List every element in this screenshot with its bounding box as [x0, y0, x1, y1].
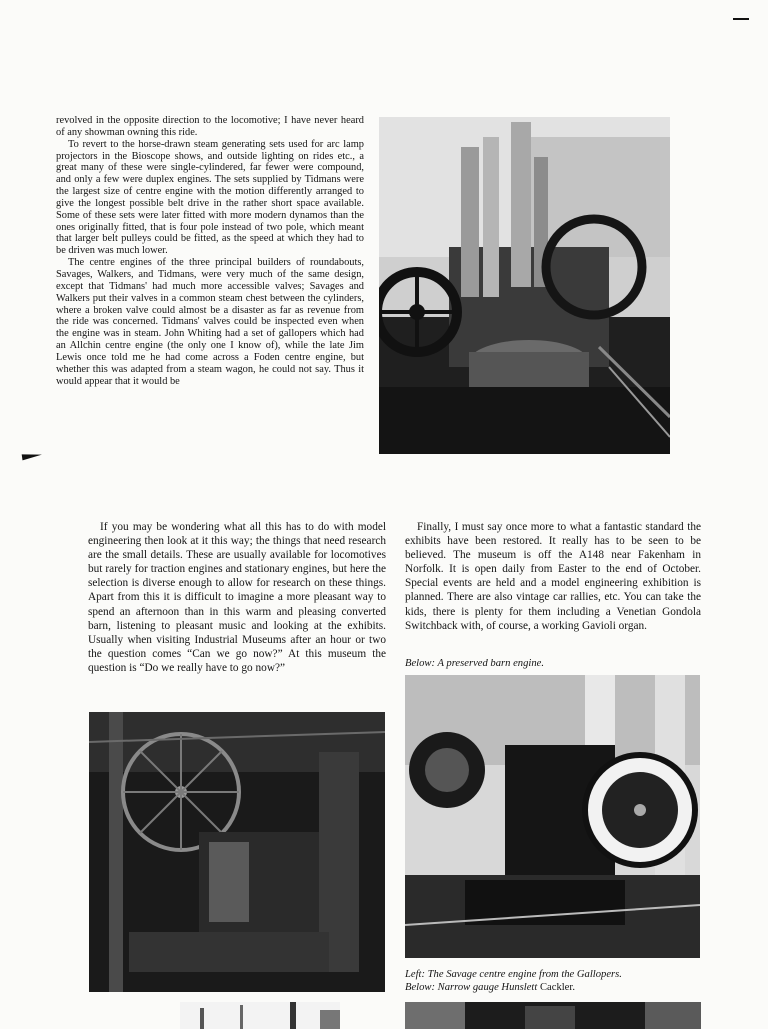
photo-hunslet-partial	[405, 1002, 701, 1029]
caption-barn-engine: Below: A preserved barn engine.	[405, 658, 544, 669]
photo-centre-engine	[379, 117, 670, 454]
caption-hunslet	[405, 981, 701, 994]
photo-partial-left	[180, 1002, 340, 1029]
article-column-3	[405, 520, 701, 633]
article-column-2	[88, 520, 386, 675]
caption-hunslet-prefix: Below: Narrow gauge Hunslett	[405, 982, 540, 993]
paragraph: To revert to the horse-drawn steam generating sets used for arc lamp projectors in the Bioscope shows, and outside lighting on rides etc., a great many of these were single-cylindered, far fewer were compound, and only a few were duplex engines. The sets supplied by Tidmans were the largest size of centre engine with the motion differently arranged to give the longest possible belt drive in the rather short space available. Some of these sets were later fitted with more modern dynamos than the ones originally fitted, that is four pole instead of two pole, which meant that larger belt pulleys could be fitted, as the speed at which they had to be driven was much lower.	[56, 138, 364, 257]
photo-barn-engine	[405, 675, 700, 958]
caption-savage-engine: Left: The Savage centre engine from the Gallopers.	[405, 969, 622, 980]
paragraph: If you may be wondering what all this has to do with model engineering then look at it this way; the things that need research are the small details. These are usually available for locomotives but rarely for traction engines and stationary engines, but here the selection is diverse enough to allow for research on these things. Apart from this it is difficult to imagine a more pleasant way to spend an afternoon than in this warm and pleasing converted barn, listening to pleasant music and looking at the exhibits. Usually when visiting Industrial Museums after an hour or two the question comes “Can we go now?” At this museum the question is “Do we really have to go now?”	[88, 521, 386, 674]
paragraph: revolved in the opposite direction to the locomotive; I have never heard of any showman owning this ride.	[56, 115, 364, 138]
article-column-1	[56, 115, 364, 387]
scan-mark-left-arrow	[22, 452, 43, 461]
paragraph: Finally, I must say once more to what a fantastic standard the exhibits have been restored. It really has to be seen to be believed. The museum is off the A148 near Fakenham in Norfolk. It is open daily from Easter to the end of October. Special events are held and a model engineering exhibition is planned. There are also vintage car rallies, etc. You can take the kids, there is plenty for them including a Venetian Gondola Switchback with, of course, a working Gavioli organ.	[405, 521, 701, 632]
scan-mark-top-right	[733, 18, 749, 20]
caption-hunslet-name: Cackler.	[539, 982, 575, 993]
caption-savage-and-hunslet	[405, 968, 701, 994]
paragraph: The centre engines of the three principal builders of roundabouts, Savages, Walkers, and Tidmans, were very much of the same design, except that Tidmans' had much more accessible valves; Savages and Walkers put their valves in a common steam chest between the cylinders, where a broken valve could almost be a disaster as far as revenue from the ride was concerned. Tidmans' valves could be inspected even when the engine was in steam. John Whiting had a set of gallopers which had an Allchin centre engine (the only one I know of), while the late Jim Lewis once told me he had come across a Foden centre engine, but whether this was adapted from a steam wagon, he could not say. Thus it would appear that it would be	[56, 257, 364, 387]
photo-savage-engine	[89, 712, 385, 992]
